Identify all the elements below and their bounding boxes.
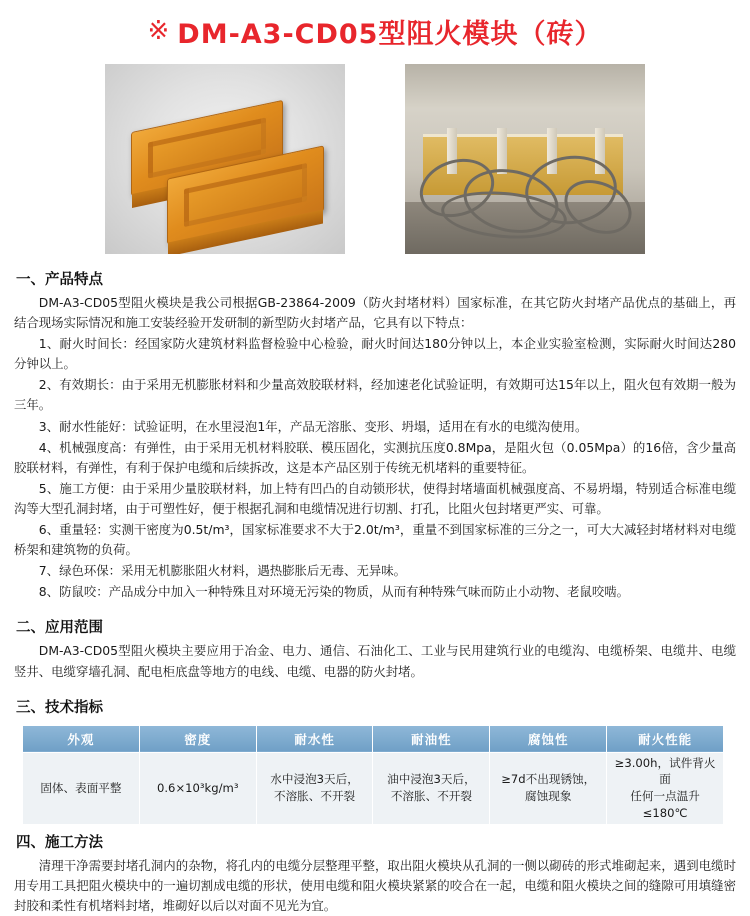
cell-water-resistance: 水中浸泡3天后， 不溶胀、不开裂 bbox=[256, 752, 373, 824]
document-page bbox=[0, 10, 750, 913]
feature-item-4: 4、机械强度高：有弹性，由于采用无机材料胶联、模压固化，实测抗压度0.8Mpa，是阻火包（0.05Mpa）的16倍，含少量高胶联材料，有弹性，有利于保护电缆和后续拆改，这是本产品区别于传统无机堵料的重要特征。 bbox=[14, 439, 736, 475]
image-row bbox=[14, 64, 736, 254]
feature-item-2: 2、有效期长：由于采用无机膨胀材料和少量高效胶联材料，经加速老化试验证明，有效期可达15年以上，阻火包有效期一般为三年。 bbox=[14, 377, 736, 413]
table-row bbox=[23, 752, 724, 824]
feature-item-7: 7、绿色环保：采用无机膨胀阻火材料，遇热膨胀后无毒、无异味。 bbox=[38, 563, 407, 579]
cell-fire-resistance: ≥3.00h，试件背火面 任何一点温升≤180℃ bbox=[607, 752, 724, 824]
page-title bbox=[14, 10, 736, 52]
section-heading-features: 一、产品特点 bbox=[16, 272, 103, 288]
feature-item-3: 3、耐水性能好：试验证明，在水里浸泡1年，产品无溶胀、变形、坍塌，适用在有水的电缆沟使用。 bbox=[38, 418, 588, 434]
feature-item-6: 6、重量轻：实测干密度为0.5t/m³，国家标准要求不大于2.0t/m³，重量不到国家标准的三分之一，可大大减轻封堵材料对电缆桥架和建筑物的负荷。 bbox=[14, 522, 736, 558]
star-icon: ※ bbox=[147, 16, 170, 46]
section-heading-method: 四、施工方法 bbox=[16, 834, 103, 851]
section-heading-specs: 三、技术指标 bbox=[16, 699, 103, 716]
col-fire-resistance: 耐火性能 bbox=[607, 725, 724, 752]
col-oil-resistance: 耐油性 bbox=[373, 725, 490, 752]
col-water-resistance: 耐水性 bbox=[256, 725, 373, 752]
col-density: 密度 bbox=[139, 725, 256, 752]
feature-item-5: 5、施工方便：由于采用少量胶联材料，加上特有凹凸的自动锁形状，使得封堵墙面机械强度高、不易坍塌，特别适合标准电缆沟等大型孔洞封堵，由于可塑性好，便于根据孔洞和电缆情况进行切割、打孔，比阻火包封堵更严实、可靠。 bbox=[14, 480, 736, 516]
title-text: DM-A3-CD05型阻火模块（砖） bbox=[177, 18, 603, 50]
col-appearance: 外观 bbox=[23, 725, 140, 752]
product-photo-blocks bbox=[105, 64, 345, 254]
cell-oil-resistance: 油中浸泡3天后， 不溶胀、不开裂 bbox=[373, 752, 490, 824]
application-photo-wall bbox=[405, 64, 645, 254]
section-heading-scope: 二、应用范围 bbox=[16, 620, 103, 637]
col-corrosion: 腐蚀性 bbox=[490, 725, 607, 752]
scope-paragraph: DM-A3-CD05型阻火模块主要应用于冶金、电力、通信、石油化工、工业与民用建筑行业的电缆沟、电缆桥架、电缆井、电缆竖井、电缆穿墙孔洞、配电柜底盘等地方的电线、电缆、电器的防火封堵。 bbox=[14, 643, 736, 679]
cell-density: 0.6×10³kg/m³ bbox=[139, 752, 256, 824]
feature-intro: DM-A3-CD05型阻火模块是我公司根据GB-23864-2009（防火封堵材料）国家标准，在其它防火封堵产品优点的基础上，再结合现场实际情况和施工安装经验开发研制的新型防火封堵产品，它具有以下特点： bbox=[14, 295, 736, 331]
method-paragraph: 清理干净需要封堵孔洞内的杂物，将孔内的电缆分层整理平整，取出阻火模块从孔洞的一侧以砌砖的形式堆砌起来，遇到电缆时用专用工具把阻火模块中的一遍切割成电缆的形状，使用电缆和阻火模块紧紧的咬合在一起，电缆和阻火模块之间的缝隙可用填缝密封胶和柔性有机堵料封堵，堆砌好以后以对面不见光为宜。 bbox=[14, 857, 736, 913]
cell-appearance: 固体、表面平整 bbox=[23, 752, 140, 824]
spec-table bbox=[22, 725, 724, 825]
feature-item-1: 1、耐火时间长：经国家防火建筑材料监督检验中心检验，耐火时间达180分钟以上，本企业实验室检测，实际耐火时间达280分钟以上。 bbox=[14, 336, 736, 372]
cell-corrosion: ≥7d不出现锈蚀， 腐蚀现象 bbox=[490, 752, 607, 824]
table-header-row bbox=[23, 725, 724, 752]
feature-item-8: 8、防鼠咬：产品成分中加入一种特殊且对环境无污染的物质，从而有种特殊气味而防止小动物、老鼠咬啮。 bbox=[38, 584, 630, 600]
